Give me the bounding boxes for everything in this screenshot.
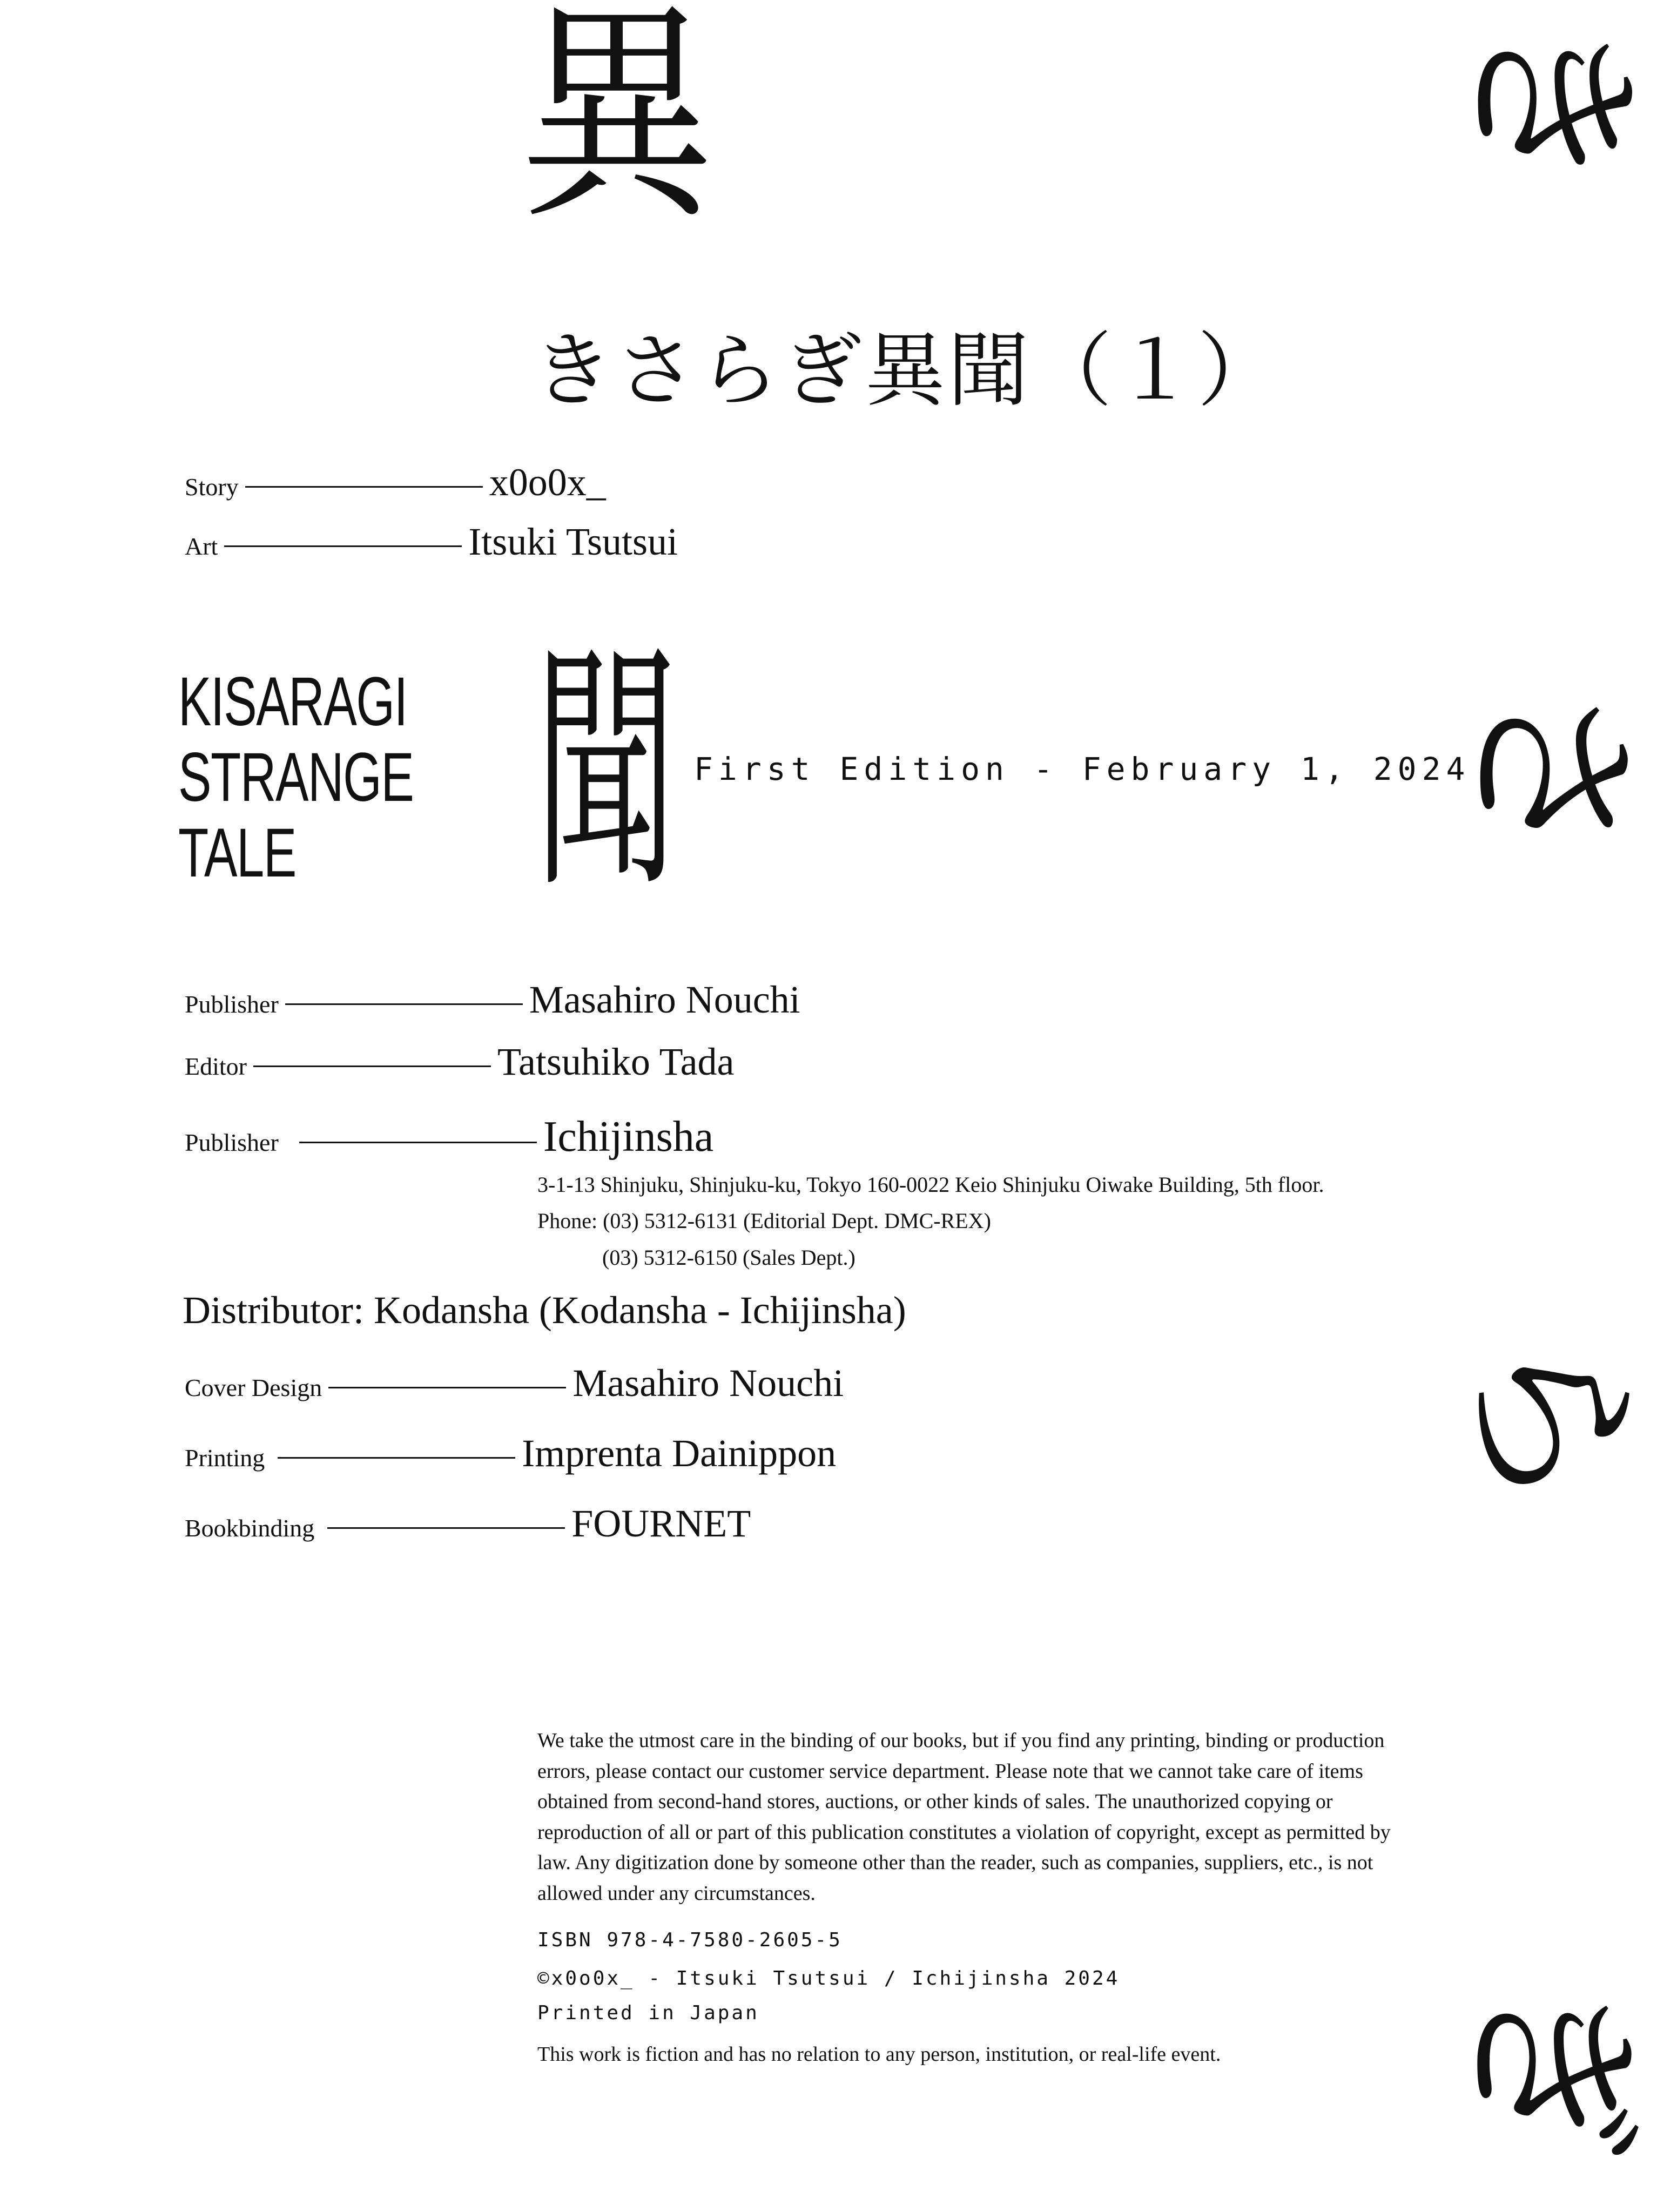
credit-label: Story xyxy=(185,473,239,501)
credit-row-printing xyxy=(185,1431,836,1476)
credit-row-cover-design xyxy=(185,1361,844,1406)
distributor: Distributor: Kodansha (Kodansha - Ichijinsha) xyxy=(183,1289,906,1332)
english-title xyxy=(178,664,413,891)
credit-row-editor xyxy=(185,1040,735,1084)
credit-label: Art xyxy=(185,532,218,560)
english-title-line: KISARAGI xyxy=(178,663,407,740)
leader-line xyxy=(278,1457,515,1459)
leader-line xyxy=(328,1387,566,1388)
credit-value: Imprenta Dainippon xyxy=(522,1432,837,1475)
english-title-line: STRANGE xyxy=(178,739,414,816)
kanji-bun-decoration: 聞 xyxy=(535,621,677,923)
side-char-ra: ら xyxy=(1443,1328,1657,1512)
copyright: ©x0o0x_ - Itsuki Tsutsui / Ichijinsha 2024 xyxy=(537,1967,1120,1990)
leader-line xyxy=(299,1142,537,1143)
leader-line xyxy=(253,1065,491,1067)
isbn: ISBN 978-4-7580-2605-5 xyxy=(537,1929,843,1951)
leader-line xyxy=(285,1003,523,1005)
printed-in: Printed in Japan xyxy=(537,2002,759,2024)
japanese-title: きさらぎ異聞（１） xyxy=(532,324,1281,418)
credit-label: Editor xyxy=(185,1053,247,1080)
credit-row-bookbinding xyxy=(185,1501,751,1546)
credit-value: Itsuki Tsutsui xyxy=(468,520,678,563)
side-char-gi: ぎ xyxy=(1443,1977,1657,2160)
credit-value: FOURNET xyxy=(571,1502,751,1545)
credit-label: Publisher xyxy=(185,990,279,1018)
address-line: 3-1-13 Shinjuku, Shinjuku-ku, Tokyo 160-0022 Keio Shinjuku Oiwake Building, 5th floor. xyxy=(537,1172,1324,1197)
credit-row-art xyxy=(185,520,678,564)
english-title-line: TALE xyxy=(178,814,296,892)
credit-value: Masahiro Nouchi xyxy=(529,978,800,1021)
side-char-ki: き xyxy=(1443,11,1657,194)
phone-sales: (03) 5312-6150 (Sales Dept.) xyxy=(602,1245,856,1270)
edition-date: First Edition - February 1, 2024 xyxy=(694,751,1471,787)
credit-label: Publisher xyxy=(185,1129,279,1156)
leader-line xyxy=(245,486,483,488)
credit-row-story xyxy=(185,460,606,505)
kanji-i-decoration: 異 xyxy=(518,0,716,251)
credit-label: Printing xyxy=(185,1444,265,1472)
credit-label: Cover Design xyxy=(185,1374,322,1401)
legal-notice: We take the utmost care in the binding of our books, but if you find any printing, binding or production errors, please contact our customer service department. Please note that we cannot take care of items obtained from second-hand stores, auctions, or other kinds of sales. The unauthorized copying or reproduction of all or part of this publication constitutes a violation of copyright, except as permitted by law. Any digitization done by someone other than the reader, such as companies, suppliers, etc., is not allowed under any circumstances. xyxy=(537,1729,1391,1905)
side-char-sa: さ xyxy=(1443,680,1657,864)
leader-line xyxy=(224,545,462,547)
credit-row-publisher-company xyxy=(185,1112,713,1162)
credit-value: Masahiro Nouchi xyxy=(572,1361,844,1405)
phone-editorial: Phone: (03) 5312-6131 (Editorial Dept. DMC-REX) xyxy=(537,1209,991,1233)
credit-value: x0o0x_ xyxy=(489,461,606,504)
credit-row-publisher xyxy=(185,977,800,1022)
credit-value: Ichijinsha xyxy=(543,1113,714,1161)
credit-value: Tatsuhiko Tada xyxy=(497,1040,735,1083)
fiction-disclaimer: This work is fiction and has no relation to any person, institution, or real-life event. xyxy=(537,2043,1221,2066)
credit-label: Bookbinding xyxy=(185,1514,315,1542)
leader-line xyxy=(327,1527,565,1529)
